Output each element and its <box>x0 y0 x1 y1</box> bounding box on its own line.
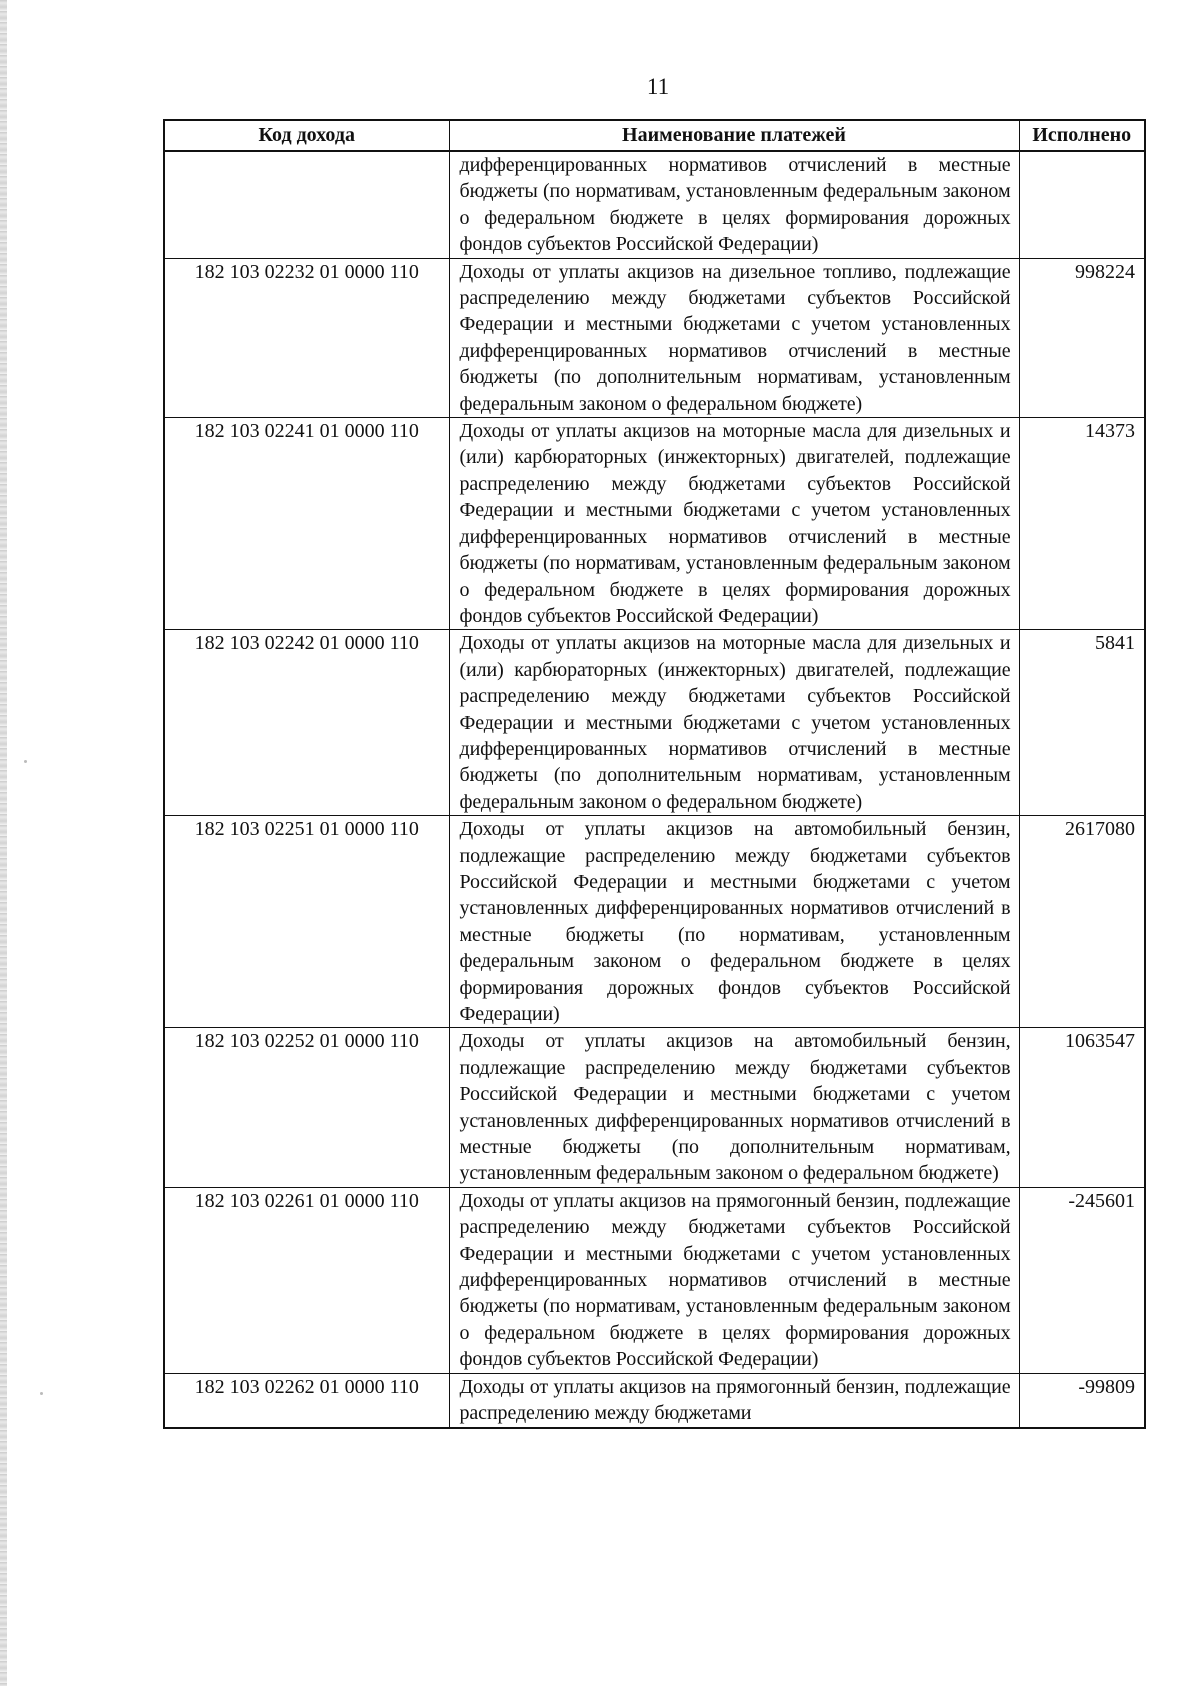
table-row <box>164 1028 1145 1187</box>
executed-amount-cell: 998224 <box>1019 258 1145 417</box>
table-row <box>164 630 1145 816</box>
income-code-cell: 182 103 02262 01 0000 110 <box>164 1373 449 1427</box>
table-header-row <box>164 120 1145 151</box>
header-code: Код дохода <box>164 120 449 151</box>
scan-edge <box>0 0 7 1686</box>
income-code-cell: 182 103 02242 01 0000 110 <box>164 630 449 816</box>
income-code-cell: 182 103 02261 01 0000 110 <box>164 1187 449 1373</box>
table-row <box>164 1187 1145 1373</box>
executed-amount-cell: -99809 <box>1019 1373 1145 1427</box>
payment-name-cell: Доходы от уплаты акцизов на автомобильный бензин, подлежащие распределению между бюджетами субъектов Российской Федерации и местными бюджетами с учетом установленных дифференцированных нормативов отчислений в местные бюджеты (по нормативам, установленным федеральным законом о федеральном бюджете в целях формирования дорожных фондов субъектов Российской Федерации) <box>449 816 1019 1028</box>
payment-name-cell: Доходы от уплаты акцизов на прямогонный бензин, подлежащие распределению между бюджетами <box>449 1373 1019 1427</box>
table-row <box>164 258 1145 417</box>
executed-amount-cell: 14373 <box>1019 418 1145 630</box>
page-number: 11 <box>646 74 670 99</box>
payment-name-cell: Доходы от уплаты акцизов на дизельное топливо, подлежащие распределению между бюджетами субъектов Российской Федерации и местными бюджетами с учетом установленных дифференцированных нормативов отчислений в местные бюджеты (по дополнительным нормативам, установленным федеральным законом о федеральном бюджете) <box>449 258 1019 417</box>
executed-amount-cell: 2617080 <box>1019 816 1145 1028</box>
header-executed: Исполнено <box>1019 120 1145 151</box>
executed-amount-cell: -245601 <box>1019 1187 1145 1373</box>
revenue-table <box>163 119 1146 1429</box>
header-name: Наименование платежей <box>449 120 1019 151</box>
payment-name-cell: Доходы от уплаты акцизов на моторные масла для дизельных и (или) карбюраторных (инжекторных) двигателей, подлежащие распределению между бюджетами субъектов Российской Федерации и местными бюджетами с учетом установленных дифференцированных нормативов отчислений в местные бюджеты (по нормативам, установленным федеральным законом о федеральном бюджете в целях формирования дорожных фондов субъектов Российской Федерации) <box>449 418 1019 630</box>
executed-amount-cell: 5841 <box>1019 630 1145 816</box>
table-row <box>164 1373 1145 1427</box>
income-code-cell: 182 103 02251 01 0000 110 <box>164 816 449 1028</box>
payment-name-cell: Доходы от уплаты акцизов на автомобильный бензин, подлежащие распределению между бюджетами субъектов Российской Федерации и местными бюджетами с учетом установленных дифференцированных нормативов отчислений в местные бюджеты (по дополнительным нормативам, установленным федеральным законом о федеральном бюджете) <box>449 1028 1019 1187</box>
executed-amount-cell: 1063547 <box>1019 1028 1145 1187</box>
executed-amount-cell <box>1019 151 1145 258</box>
payment-name-cell: Доходы от уплаты акцизов на моторные масла для дизельных и (или) карбюраторных (инжекторных) двигателей, подлежащие распределению между бюджетами субъектов Российской Федерации и местными бюджетами с учетом установленных дифференцированных нормативов отчислений в местные бюджеты (по дополнительным нормативам, установленным федеральным законом о федеральном бюджете) <box>449 630 1019 816</box>
income-code-cell <box>164 151 449 258</box>
table-row <box>164 418 1145 630</box>
income-code-cell: 182 103 02232 01 0000 110 <box>164 258 449 417</box>
scan-speck <box>24 760 27 763</box>
payment-name-cell: Доходы от уплаты акцизов на прямогонный бензин, подлежащие распределению между бюджетами субъектов Российской Федерации и местными бюджетами с учетом установленных дифференцированных нормативов отчислений в местные бюджеты (по нормативам, установленным федеральным законом о федеральном бюджете в целях формирования дорожных фондов субъектов Российской Федерации) <box>449 1187 1019 1373</box>
income-code-cell: 182 103 02241 01 0000 110 <box>164 418 449 630</box>
scan-speck <box>40 1392 43 1395</box>
payment-name-cell: дифференцированных нормативов отчислений в местные бюджеты (по нормативам, установленным федеральным законом о федеральном бюджете в целях формирования дорожных фондов субъектов Российской Федерации) <box>449 151 1019 258</box>
table-row <box>164 816 1145 1028</box>
income-code-cell: 182 103 02252 01 0000 110 <box>164 1028 449 1187</box>
table-row <box>164 151 1145 258</box>
